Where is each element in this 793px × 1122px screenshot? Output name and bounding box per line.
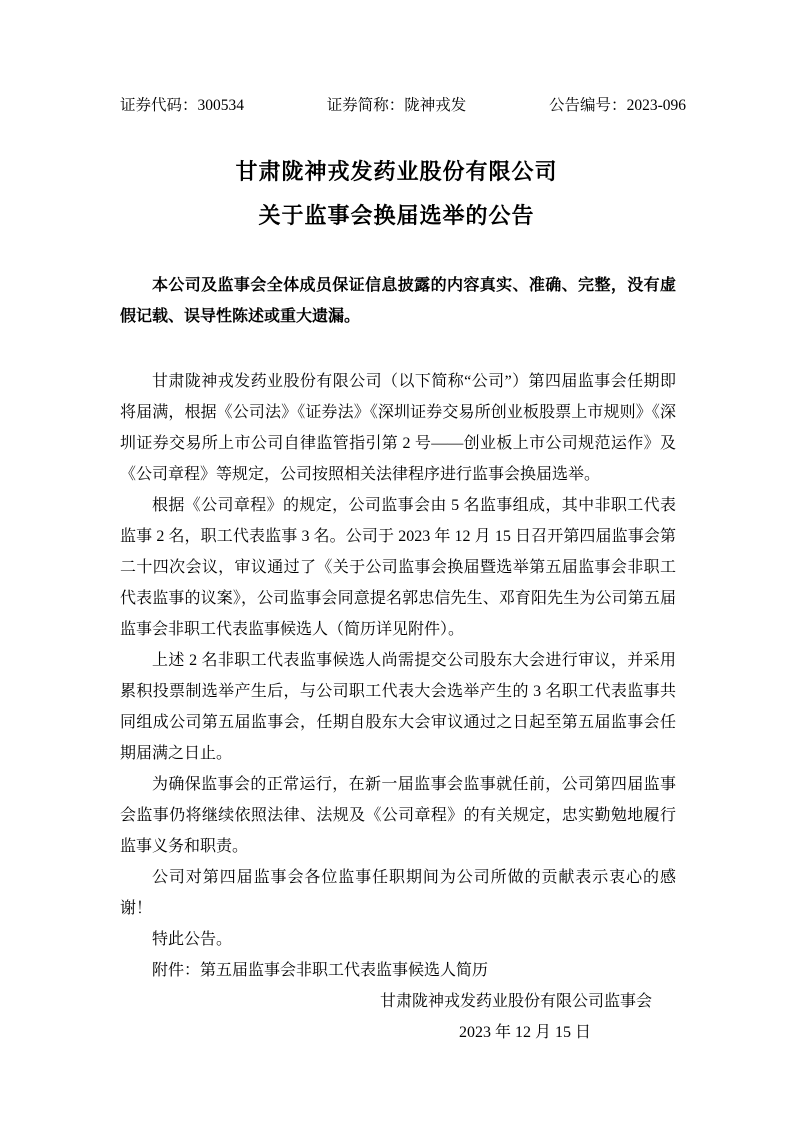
stock-code: [120, 96, 244, 116]
announcement-number-value: 2023-096: [626, 97, 686, 114]
body-paragraph: 根据《公司章程》的规定，公司监事会由 5 名监事组成，其中非职工代表监事 2 名，职工代表监事 3 名。公司于 2023 年 12 月 15 日召开第四届监事会第二十四次会议，审议通过了《关于公司监事会换届暨选举第五届监事会非职工代表监事的议案》，公司监事会同意提名郭忠信先生、邓育阳先生为公司第五届监事会非职工代表监事候选人（简历详见附件）。: [120, 497, 676, 638]
document-body: [120, 366, 676, 1048]
stock-name: [327, 96, 467, 116]
disclaimer-statement: 本公司及监事会全体成员保证信息披露的内容真实、准确、完整，没有虚假记载、误导性陈述或重大遗漏。: [120, 277, 676, 325]
body-paragraph: 甘肃陇神戎发药业股份有限公司（以下简称“公司”）第四届监事会任期即将届满，根据《公司法》《证券法》《深圳证券交易所创业板股票上市规则》《深圳证券交易所上市公司自律监管指引第 2 号——创业板上市公司规范运作》及《公司章程》等规定，公司按照相关法律程序进行监事会换届选举。: [120, 373, 676, 483]
title-block: [0, 150, 793, 238]
announcement-number: [549, 96, 686, 116]
body-paragraph: 公司对第四届监事会各位监事任职期间为公司所做的贡献表示衷心的感谢！: [120, 869, 676, 917]
announcement-title: 关于监事会换届选举的公告: [258, 203, 535, 228]
signature-company: 甘肃陇神戎发药业股份有限公司监事会: [379, 993, 652, 1010]
signature-date: 2023 年 12 月 15 日: [458, 1024, 591, 1041]
closing-line: 特此公告。: [152, 931, 233, 948]
company-name-title: 甘肃陇神戎发药业股份有限公司: [235, 159, 558, 184]
stock-name-value: 陇神戎发: [404, 97, 467, 114]
document-header: [120, 96, 686, 116]
stock-name-label: 证券简称：: [326, 97, 405, 114]
body-paragraph: 为确保监事会的正常运行，在新一届监事会监事就任前，公司第四届监事会监事仍将继续依照法律、法规及《公司章程》的有关规定，忠实勤勉地履行监事义务和职责。: [120, 776, 676, 855]
attachment-line: 附件：第五届监事会非职工代表监事候选人简历: [152, 962, 489, 979]
stock-code-value: 300534: [197, 97, 245, 114]
announcement-number-label: 公告编号：: [549, 97, 627, 114]
stock-code-label: 证券代码：: [120, 97, 198, 114]
body-paragraphs: [120, 366, 676, 924]
body-paragraph: 上述 2 名非职工代表监事候选人尚需提交公司股东大会进行审议，并采用累积投票制选举产生后，与公司职工代表大会选举产生的 3 名职工代表监事共同组成公司第五届监事会，任期自股东大会审议通过之日起至第五届监事会任期届满之日止。: [120, 652, 676, 762]
